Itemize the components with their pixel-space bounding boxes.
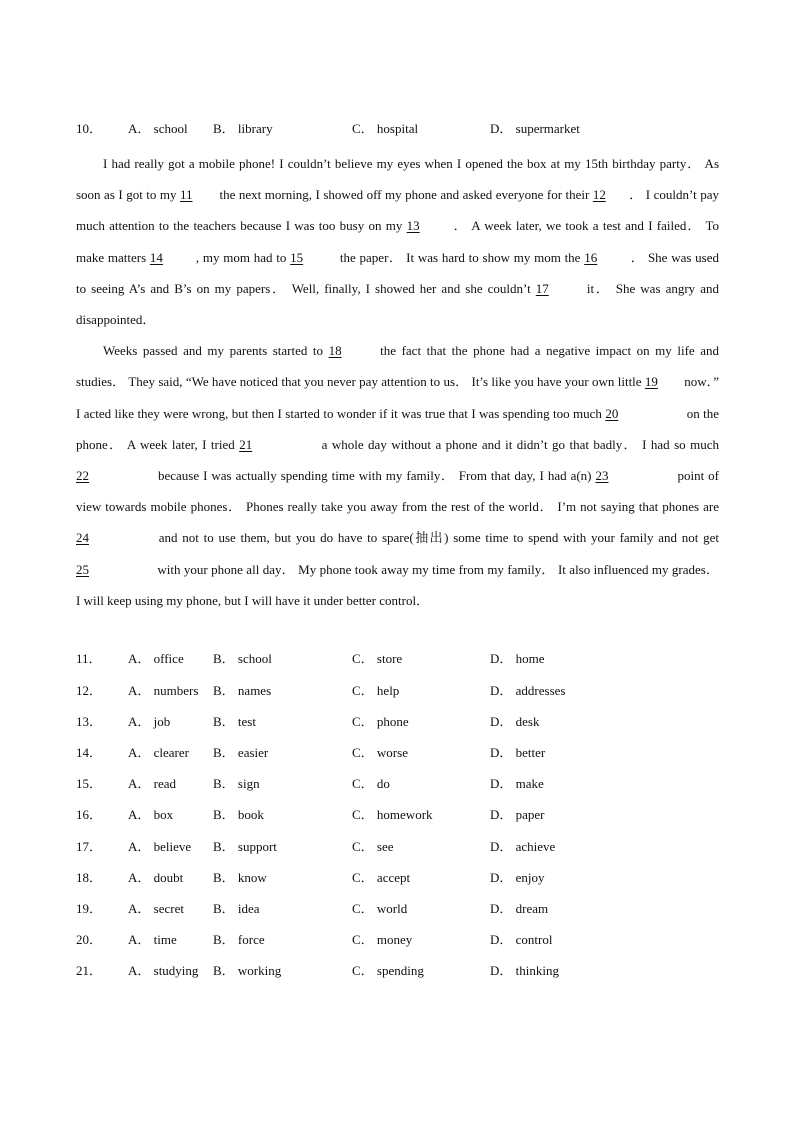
option-b: B． idea — [213, 901, 260, 916]
blank-18: 18 — [328, 343, 342, 359]
option-c: C． store — [352, 651, 403, 666]
question-number: 20． — [76, 932, 103, 947]
option-b: B． working — [213, 963, 282, 978]
blank-12: 12 — [592, 187, 606, 203]
blank-23: 23 — [595, 468, 609, 484]
passage-paragraph-1: I had really got a mobile phone! I couldn’t believe my eyes when I opened the box at my 15th birthday party． As soon as I got to my 11 the next morning, I showed off my phone and asked everyone for their 12 ． I couldn’t pay much attention to the teachers because I was too busy on my 13 ． A week later, we took a test and I failed． To make matters 14 , my mom had to 15 the paper． It was hard to show my mom the 16 ． She was used to seeing A’s and B’s on my papers． Well, finally, I showed her and she couldn’t 17 it． She was angry and disappointed． — [76, 156, 720, 328]
option-b: B． sign — [213, 776, 260, 791]
option-d: D． control — [490, 932, 553, 947]
option-d: D． achieve — [490, 839, 556, 854]
blank-19: 19 — [644, 374, 658, 390]
option-a: A． office — [128, 651, 184, 666]
blank-16: 16 — [584, 249, 598, 265]
option-d: D． better — [490, 745, 546, 760]
passage-paragraph-2: Weeks passed and my parents started to 18 the fact that the phone had a negative impact on my life and studies． They said, “We have noticed that you never pay attention to us． It’s like you have your own little 19 now．” I acted like they were wrong, but then I started to wonder if it was true that I was spending too much 20 on the phone． A week later, I tried 21 a whole day without a phone and it didn’t go that badly． I had so much 22 because I was actually spending time with my family． From that day, I had a(n) 23 point of view towards mobile phones． Phones really take you away from the rest of the world． I’m not saying that phones are 24 and not to use them, but you do have to spare(抽出) some time to spend with your family and not get 25 with your phone all day． My phone took away my time from my family． It also influenced my grades． I will keep using my phone, but I will have it under better control． — [76, 335, 719, 616]
option-c: C． world — [352, 901, 408, 916]
question-number: 17． — [76, 839, 103, 854]
option-d: D． dream — [490, 901, 549, 916]
option-b: B． school — [213, 651, 272, 666]
question-number: 14． — [76, 745, 103, 760]
option-b: B． support — [213, 839, 277, 854]
question-number: 12． — [76, 683, 103, 698]
question-number: 13． — [76, 714, 103, 729]
option-d: D． addresses — [490, 683, 566, 698]
option-a: A． believe — [128, 839, 192, 854]
option-c: C． worse — [352, 745, 408, 760]
question-number: 18． — [76, 870, 103, 885]
option-d: D． make — [490, 776, 544, 791]
option-c: C． hospital — [352, 121, 419, 136]
question-number: 19． — [76, 901, 103, 916]
question-number: 11． — [76, 651, 102, 666]
blank-11: 11 — [180, 187, 193, 203]
option-c: C． spending — [352, 963, 424, 978]
option-b: B． library — [213, 121, 273, 136]
blank-20: 20 — [605, 405, 619, 421]
option-c: C． phone — [352, 714, 409, 729]
option-b: B． test — [213, 714, 256, 729]
option-a: A． read — [128, 776, 177, 791]
blank-21: 21 — [239, 436, 253, 452]
option-c: C． accept — [352, 870, 411, 885]
blank-13: 13 — [406, 218, 420, 234]
blank-25: 25 — [76, 561, 89, 577]
option-a: A． box — [128, 807, 174, 822]
option-b: B． force — [213, 932, 265, 947]
question-number: 21． — [76, 963, 103, 978]
question-number: 10． — [76, 121, 103, 136]
question-number: 16． — [76, 807, 103, 822]
option-d: D． paper — [490, 807, 545, 822]
option-a: A． clearer — [128, 745, 189, 760]
option-b: B． book — [213, 807, 264, 822]
option-a: A． time — [128, 932, 177, 947]
option-d: D． home — [490, 651, 545, 666]
option-d: D． desk — [490, 714, 540, 729]
option-a: A． studying — [128, 963, 199, 978]
blank-15: 15 — [290, 249, 304, 265]
option-b: B． know — [213, 870, 267, 885]
option-b: B． names — [213, 683, 272, 698]
option-d: D． thinking — [490, 963, 559, 978]
option-c: C． money — [352, 932, 413, 947]
option-d: D． enjoy — [490, 870, 545, 885]
question-number: 15． — [76, 776, 103, 791]
option-a: A． school — [128, 121, 188, 136]
option-c: C． see — [352, 839, 394, 854]
option-a: A． job — [128, 714, 171, 729]
option-d: D． supermarket — [490, 121, 580, 136]
blank-17: 17 — [535, 280, 549, 296]
blank-24: 24 — [76, 530, 89, 546]
option-a: A． doubt — [128, 870, 184, 885]
option-c: C． do — [352, 776, 390, 791]
option-a: A． secret — [128, 901, 184, 916]
option-a: A． numbers — [128, 683, 199, 698]
option-c: C． homework — [352, 807, 433, 822]
option-c: C． help — [352, 683, 400, 698]
blank-22: 22 — [76, 468, 89, 484]
option-b: B． easier — [213, 745, 269, 760]
blank-14: 14 — [149, 249, 163, 265]
cloze-passage — [76, 148, 719, 616]
